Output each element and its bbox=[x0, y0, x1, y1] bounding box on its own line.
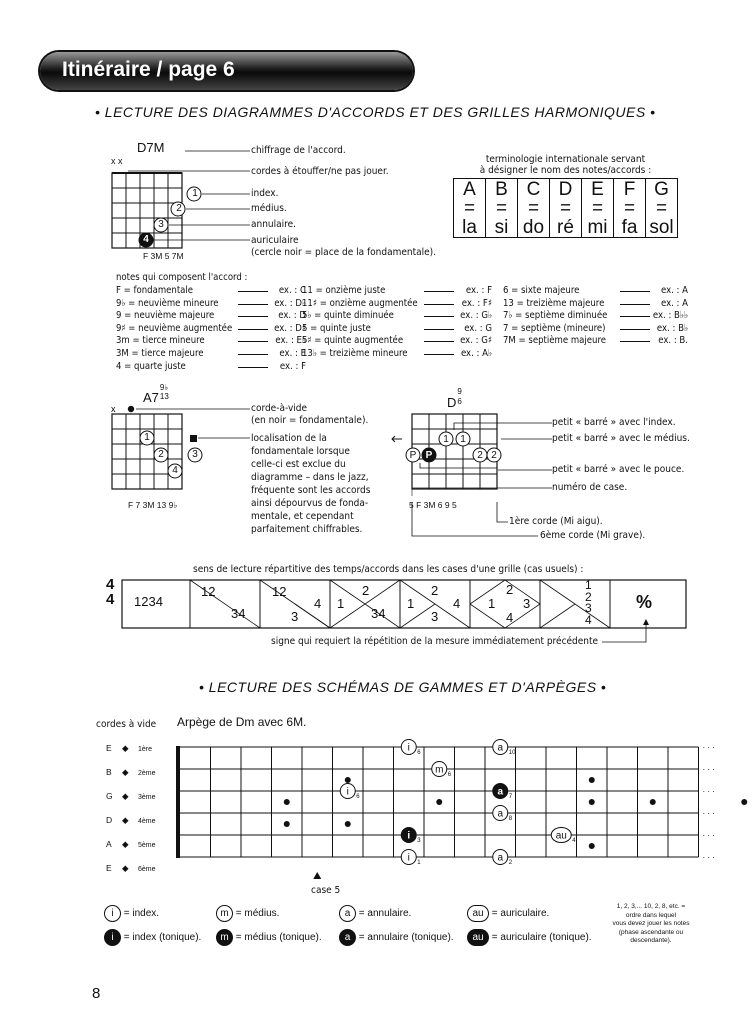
finger-symbol-icon: a bbox=[339, 905, 356, 922]
grid-cell-6c: 3 bbox=[523, 596, 531, 611]
open-string-6: E ◆ 6ème bbox=[106, 857, 156, 881]
a7-annotation-4: celle-ci est exclue du bbox=[251, 459, 346, 470]
fret-dot bbox=[345, 821, 351, 827]
arrow-icon bbox=[424, 329, 454, 330]
arrow-icon bbox=[238, 329, 268, 330]
legend-text: = index. bbox=[123, 908, 160, 920]
a7-chord-sup: 9♭ bbox=[159, 383, 169, 392]
marker-finger: a bbox=[497, 742, 504, 754]
grid-cell-6a: 1 bbox=[488, 596, 496, 611]
d69-annotation-index: petit « barré » avec l'index. bbox=[552, 417, 676, 428]
interval-example: ex. : B♭♭ bbox=[652, 310, 688, 322]
interval-example: ex. : G♯ bbox=[460, 335, 492, 347]
d7m-annotation-fundamental: (cercle noir = place de la fondamentale). bbox=[251, 247, 437, 258]
interval-row bbox=[116, 348, 306, 361]
marker-finger: m bbox=[435, 764, 444, 776]
interval-row bbox=[503, 285, 688, 298]
interval-definition: 11 = onzième juste bbox=[302, 285, 386, 296]
marker-order: 6 bbox=[447, 772, 452, 778]
interval-example: ex. : B. bbox=[658, 335, 688, 347]
legend-text: = annulaire. bbox=[358, 908, 412, 920]
d7m-mute-marks: x x bbox=[111, 156, 123, 166]
arrow-icon bbox=[238, 304, 268, 305]
legend-item bbox=[467, 929, 592, 946]
d69-annotation-1st-string: 1ère corde (Mi aigu). bbox=[509, 516, 603, 527]
interval-example: ex. : F bbox=[279, 360, 306, 372]
legend-text: = médius. bbox=[235, 908, 280, 920]
interval-example: ex. : C bbox=[278, 285, 306, 296]
d69-finger-label-p2: P bbox=[425, 450, 433, 461]
arpeggio-note-marker bbox=[493, 784, 513, 801]
fret-continuation-icon: · · · bbox=[702, 853, 715, 862]
finger-symbol-icon: au bbox=[467, 905, 489, 922]
interval-example: ex. : D♭ bbox=[274, 297, 306, 309]
a7-finger-label-2: 2 bbox=[158, 449, 164, 460]
marker-order: 1 bbox=[417, 860, 421, 866]
interval-definition: 7M = septième majeure bbox=[503, 335, 607, 347]
a7-annotation-3: fondamentale lorsque bbox=[251, 446, 350, 457]
interval-row bbox=[116, 361, 306, 374]
note-cell-e: E = mi bbox=[582, 179, 614, 238]
d7m-finger-label-1: 1 bbox=[192, 188, 198, 199]
a7-chord-sub: 13 bbox=[159, 392, 169, 401]
interval-definition: F = fondamentale bbox=[116, 285, 194, 296]
a7-annotation-2: localisation de la bbox=[251, 433, 327, 444]
interval-row bbox=[302, 323, 492, 336]
interval-definition: 5 = quinte juste bbox=[302, 322, 371, 334]
a7-annotation-1: (en noir = fondamentale). bbox=[251, 415, 369, 426]
intervals-column-2 bbox=[302, 285, 492, 361]
a7-annotation-9: parfaitement chiffrables. bbox=[251, 524, 363, 535]
grid-cell-6d: 4 bbox=[506, 610, 514, 625]
intervals-header: notes qui composent l'accord : bbox=[116, 272, 248, 283]
note-cell-g: G = sol bbox=[646, 179, 678, 238]
legend-item bbox=[339, 905, 411, 922]
interval-definition: 13 = treizième majeure bbox=[503, 297, 605, 309]
marker-finger: i bbox=[407, 852, 410, 864]
arrow-icon bbox=[238, 291, 268, 292]
arpeggio-note-marker bbox=[432, 762, 452, 779]
interval-definition: 7♭ = septième diminuée bbox=[503, 310, 608, 322]
intervals-column-1 bbox=[116, 285, 306, 373]
terminology-table bbox=[453, 178, 678, 238]
grid-cell-3a: 12 bbox=[272, 584, 287, 599]
title-banner bbox=[40, 52, 413, 90]
open-string-3: G ◆ 3ème bbox=[106, 785, 156, 809]
fret-dot bbox=[741, 799, 747, 805]
grid-cell-7: 1 2 3 4 bbox=[585, 578, 592, 627]
arpeggio-note-marker bbox=[401, 740, 421, 757]
arrow-icon bbox=[238, 341, 268, 342]
arrow-icon bbox=[238, 367, 268, 368]
interval-definition: 9 = neuvième majeure bbox=[116, 310, 215, 322]
arrow-icon bbox=[424, 291, 454, 292]
interval-example: ex. : F bbox=[465, 285, 492, 296]
d7m-finger-label-2: 2 bbox=[176, 203, 182, 214]
fretboard-nut bbox=[176, 746, 180, 858]
fret-dot bbox=[436, 799, 442, 805]
d7m-annotation-medius: médius. bbox=[251, 203, 287, 214]
d7m-annotation-chord: chiffrage de l'accord. bbox=[251, 145, 346, 156]
page-title: Itinéraire / page 6 bbox=[62, 58, 235, 81]
fret-continuation-icon: · · · bbox=[702, 787, 715, 796]
marker-finger: i bbox=[407, 742, 410, 754]
a7-annotation-5: diagramme – dans le jazz, bbox=[251, 472, 369, 483]
interval-row bbox=[503, 310, 688, 323]
marker-order: 2 bbox=[508, 860, 513, 866]
diamond-icon: ◆ bbox=[122, 863, 129, 873]
finger-symbol-icon: au bbox=[467, 929, 489, 946]
interval-definition: 9♯ = neuvième augmentée bbox=[116, 322, 233, 334]
fret-dot bbox=[345, 777, 351, 783]
case-pointer-icon bbox=[313, 872, 321, 879]
legend-item bbox=[216, 905, 279, 922]
arrow-icon bbox=[238, 354, 268, 355]
strings-header: cordes à vide bbox=[96, 719, 157, 730]
arpeggio-note-marker bbox=[401, 828, 421, 845]
interval-definition: 5♯ = quinte augmentée bbox=[302, 335, 404, 347]
open-string-1: E ◆ 1ère bbox=[106, 737, 156, 761]
fret-continuation-icon: · · · bbox=[702, 765, 715, 774]
interval-row bbox=[503, 298, 688, 311]
interval-row bbox=[302, 348, 492, 361]
marker-finger: au bbox=[555, 830, 567, 842]
grid-caption: sens de lecture répartitive des temps/accords dans les cases d'une grille (cas usuels) : bbox=[193, 564, 584, 575]
arrow-icon bbox=[620, 291, 650, 292]
grid-cell-5b: 2 bbox=[431, 583, 439, 598]
case-label: case 5 bbox=[311, 885, 341, 896]
finger-symbol-icon: i bbox=[104, 929, 121, 946]
grid-cell-5d: 4 bbox=[453, 596, 461, 611]
note-cell-a: A = la bbox=[454, 179, 486, 238]
finger-symbol-icon: a bbox=[339, 929, 356, 946]
finger-symbol-icon: m bbox=[216, 929, 233, 946]
marker-order: 6 bbox=[417, 750, 421, 756]
interval-definition: 7 = septième (mineure) bbox=[503, 322, 606, 334]
legend-item bbox=[467, 905, 549, 922]
d69-finger-label-1b: 1 bbox=[460, 434, 466, 445]
arrow-icon bbox=[620, 341, 650, 342]
marker-finger: a bbox=[497, 852, 504, 864]
d7m-notes-label: F 3M 5 7M bbox=[143, 251, 184, 261]
grid-cell-5c: 3 bbox=[431, 609, 439, 624]
a7-finger-label-1: 1 bbox=[144, 432, 150, 443]
interval-example: ex. : D♯ bbox=[274, 322, 306, 334]
a7-annotation-8: mentale, et cependant bbox=[251, 511, 354, 522]
interval-row bbox=[116, 285, 306, 298]
legend-note: 1, 2, 3,... 10, 2, 8, etc. = ordre dans lequel vous devez jouer les notes (phase ascendante ou descendante). bbox=[612, 903, 690, 945]
marker-finger: i bbox=[346, 786, 349, 798]
arpeggio-title: Arpège de Dm avec 6M. bbox=[177, 715, 307, 729]
terminology-caption-1: terminologie internationale servant bbox=[485, 154, 646, 165]
d69-finger-label-2a: 2 bbox=[477, 450, 483, 461]
legend-item bbox=[216, 929, 322, 946]
fret-continuation-icon: · · · bbox=[702, 831, 715, 840]
arrow-icon bbox=[424, 341, 454, 342]
finger-symbol-icon: i bbox=[104, 905, 121, 922]
arrow-icon bbox=[620, 304, 650, 305]
grid-cell-5a: 1 bbox=[407, 596, 415, 611]
grid-footer-arrow bbox=[600, 618, 660, 648]
interval-example: ex. : E bbox=[279, 347, 306, 359]
d7m-chord-name: D7M bbox=[137, 140, 165, 155]
grid-time-signature: 4 4 bbox=[106, 576, 115, 608]
a7-chord-name: A7 9♭ 13 bbox=[143, 383, 169, 405]
arrow-icon bbox=[620, 329, 650, 330]
d7m-finger-label-4: 4 bbox=[143, 234, 149, 245]
marker-finger: a bbox=[497, 808, 504, 820]
interval-definition: 5♭ = quinte diminuée bbox=[302, 310, 394, 322]
interval-example: ex. : A♭ bbox=[460, 347, 492, 359]
diamond-icon: ◆ bbox=[122, 839, 129, 849]
legend-item bbox=[339, 929, 454, 946]
a7-diagram bbox=[100, 400, 260, 500]
arpeggio-note-marker bbox=[551, 828, 576, 845]
terminology-caption-2: à désigner le nom des notes/accords : bbox=[479, 165, 652, 176]
grid-cell-3b: 3 bbox=[291, 609, 299, 624]
arpeggio-note-marker bbox=[401, 850, 421, 867]
marker-order: 4 bbox=[572, 838, 576, 844]
legend-item bbox=[104, 905, 159, 922]
legend-text: = auriculaire. bbox=[491, 908, 550, 920]
interval-row bbox=[116, 310, 306, 323]
fret-dot bbox=[284, 821, 290, 827]
open-string-4: D ◆ 4ème bbox=[106, 809, 156, 833]
interval-example: ex. : B♭ bbox=[656, 322, 688, 334]
interval-example: ex. : A bbox=[660, 285, 688, 296]
interval-definition: 9♭ = neuvième mineure bbox=[116, 297, 219, 309]
fret-continuation-icon: · · · bbox=[702, 743, 715, 752]
finger-symbol-icon: m bbox=[216, 905, 233, 922]
d7m-finger-label-3: 3 bbox=[158, 219, 164, 230]
marker-order: 10 bbox=[508, 750, 516, 756]
diamond-icon: ◆ bbox=[122, 791, 129, 801]
d69-annotation-case: numéro de case. bbox=[552, 482, 628, 493]
a7-annotation-6: fréquente sont les accords bbox=[251, 485, 371, 496]
interval-definition: 11♯ = onzième augmentée bbox=[302, 297, 418, 309]
strings-list bbox=[106, 737, 156, 881]
interval-row bbox=[302, 310, 492, 323]
a7-finger-label-3: 3 bbox=[192, 449, 198, 460]
arpeggio-note-marker bbox=[493, 740, 516, 757]
grid-cell-6b: 2 bbox=[506, 582, 514, 597]
marker-order: 6 bbox=[356, 794, 360, 800]
diamond-icon: ◆ bbox=[122, 815, 129, 825]
interval-example: ex. : G bbox=[464, 322, 492, 334]
diamond-icon: ◆ bbox=[122, 767, 129, 777]
marker-order: 3 bbox=[417, 838, 421, 844]
interval-row bbox=[302, 335, 492, 348]
fret-dot bbox=[650, 799, 656, 805]
legend-text: = auriculaire (tonique). bbox=[491, 932, 592, 944]
intervals-column-3 bbox=[503, 285, 688, 348]
fret-dot bbox=[589, 777, 595, 783]
grid-repeat-sign: % bbox=[636, 592, 653, 612]
grid-cell-1: 1234 bbox=[134, 594, 163, 609]
open-string-2: B ◆ 2ème bbox=[106, 761, 156, 785]
d69-finger-label-2b: 2 bbox=[491, 450, 497, 461]
a7-notes-label: F 7 3M 13 9♭ bbox=[128, 500, 178, 510]
arrow-icon bbox=[424, 354, 454, 355]
grid-cell-4c: 34 bbox=[371, 606, 386, 621]
d69-notes-label: 5 F 3M 6 9 5 bbox=[409, 500, 457, 510]
svg-text:x: x bbox=[111, 404, 116, 414]
a7-finger-label-4: 4 bbox=[172, 465, 178, 476]
open-string-5: A ◆ 5ème bbox=[106, 833, 156, 857]
legend-text: = annulaire (tonique). bbox=[358, 932, 454, 944]
a7-annotation-7: ainsi dépourvus de fonda- bbox=[251, 498, 369, 509]
diamond-icon: ◆ bbox=[122, 743, 129, 753]
arrow-icon bbox=[620, 316, 650, 317]
interval-definition: 6 = sixte majeure bbox=[503, 285, 580, 296]
note-cell-b: B = si bbox=[486, 179, 518, 238]
marker-finger: a bbox=[497, 786, 504, 798]
a7-grid bbox=[112, 414, 182, 489]
fret-dot bbox=[589, 843, 595, 849]
interval-definition: 4 = quarte juste bbox=[116, 360, 186, 372]
interval-row bbox=[302, 298, 492, 311]
arpeggio-note-marker bbox=[493, 806, 513, 823]
interval-example: ex. : D bbox=[278, 310, 306, 322]
grid-cell-2a: 12 bbox=[201, 584, 216, 599]
interval-definition: 13♭ = treizième mineure bbox=[302, 347, 408, 359]
d69-chord-sub: 6 bbox=[457, 397, 462, 406]
interval-definition: 3M = tierce majeure bbox=[116, 347, 204, 359]
page-number: 8 bbox=[92, 985, 101, 1002]
d69-chord-sup: 9 bbox=[457, 387, 462, 396]
note-cell-d: D = ré bbox=[550, 179, 582, 238]
marker-finger: i bbox=[407, 830, 411, 842]
marker-order: 8 bbox=[508, 816, 513, 822]
interval-row bbox=[503, 335, 688, 348]
legend-text: = index (tonique). bbox=[123, 932, 202, 944]
arrow-icon bbox=[238, 316, 268, 317]
grid-cell-3c: 4 bbox=[314, 596, 322, 611]
grid-cell-4b: 2 bbox=[362, 583, 370, 598]
d7m-annotation-index: index. bbox=[251, 188, 279, 199]
d69-annotation-pouce: petit « barré » avec le pouce. bbox=[552, 464, 685, 475]
interval-row bbox=[116, 323, 306, 336]
arpeggio-note-marker bbox=[493, 850, 513, 867]
arrow-icon bbox=[424, 304, 454, 305]
fret-dot bbox=[589, 799, 595, 805]
d7m-annotation-auriculaire: auriculaire bbox=[251, 235, 299, 246]
grid-cell-2b: 34 bbox=[231, 606, 246, 621]
a7-annotation-0: corde-à-vide bbox=[251, 403, 308, 414]
fretboard bbox=[170, 735, 715, 880]
d69-finger-label-1a: 1 bbox=[443, 434, 449, 445]
fret-dot bbox=[284, 799, 290, 805]
interval-example: ex. : E♭ bbox=[275, 335, 306, 347]
legend-item bbox=[104, 929, 201, 946]
interval-row bbox=[302, 285, 492, 298]
interval-example: ex. : A bbox=[660, 297, 688, 309]
d7m-annotation-mute: cordes à étouffer/ne pas jouer. bbox=[251, 166, 389, 177]
d69-annotation-6th-string: 6ème corde (Mi grave). bbox=[540, 530, 646, 541]
d69-finger-label-p1: P bbox=[409, 450, 417, 461]
section-heading-chords: • LECTURE DES DIAGRAMMES D'ACCORDS ET DES GRILLES HARMONIQUES • bbox=[95, 104, 656, 120]
interval-row bbox=[503, 323, 688, 336]
interval-row bbox=[116, 335, 306, 348]
d7m-annotation-annulaire: annulaire. bbox=[251, 219, 297, 230]
grid-cell-4a: 1 bbox=[337, 596, 345, 611]
interval-definition: 3m = tierce mineure bbox=[116, 335, 205, 347]
interval-example: ex. : F♯ bbox=[461, 297, 492, 309]
d69-chord-name: D 9 6 bbox=[447, 387, 462, 410]
section-heading-scales: • LECTURE DES SCHÉMAS DE GAMMES ET D'ARPÈGES • bbox=[199, 679, 607, 695]
note-cell-f: F = fa bbox=[614, 179, 646, 238]
fret-continuation-icon: · · · bbox=[702, 809, 715, 818]
interval-row bbox=[116, 298, 306, 311]
d69-annotation-medius: petit « barré » avec le médius. bbox=[552, 433, 690, 444]
grid-footer: signe qui requiert la répétition de la mesure immédiatement précédente bbox=[271, 636, 599, 647]
note-cell-c: C = do bbox=[518, 179, 550, 238]
legend-text: = médius (tonique). bbox=[235, 932, 322, 944]
marker-order: 7 bbox=[508, 794, 513, 800]
arpeggio-note-marker bbox=[340, 784, 360, 801]
arrow-icon bbox=[424, 316, 454, 317]
interval-example: ex. : G♭ bbox=[460, 310, 492, 322]
